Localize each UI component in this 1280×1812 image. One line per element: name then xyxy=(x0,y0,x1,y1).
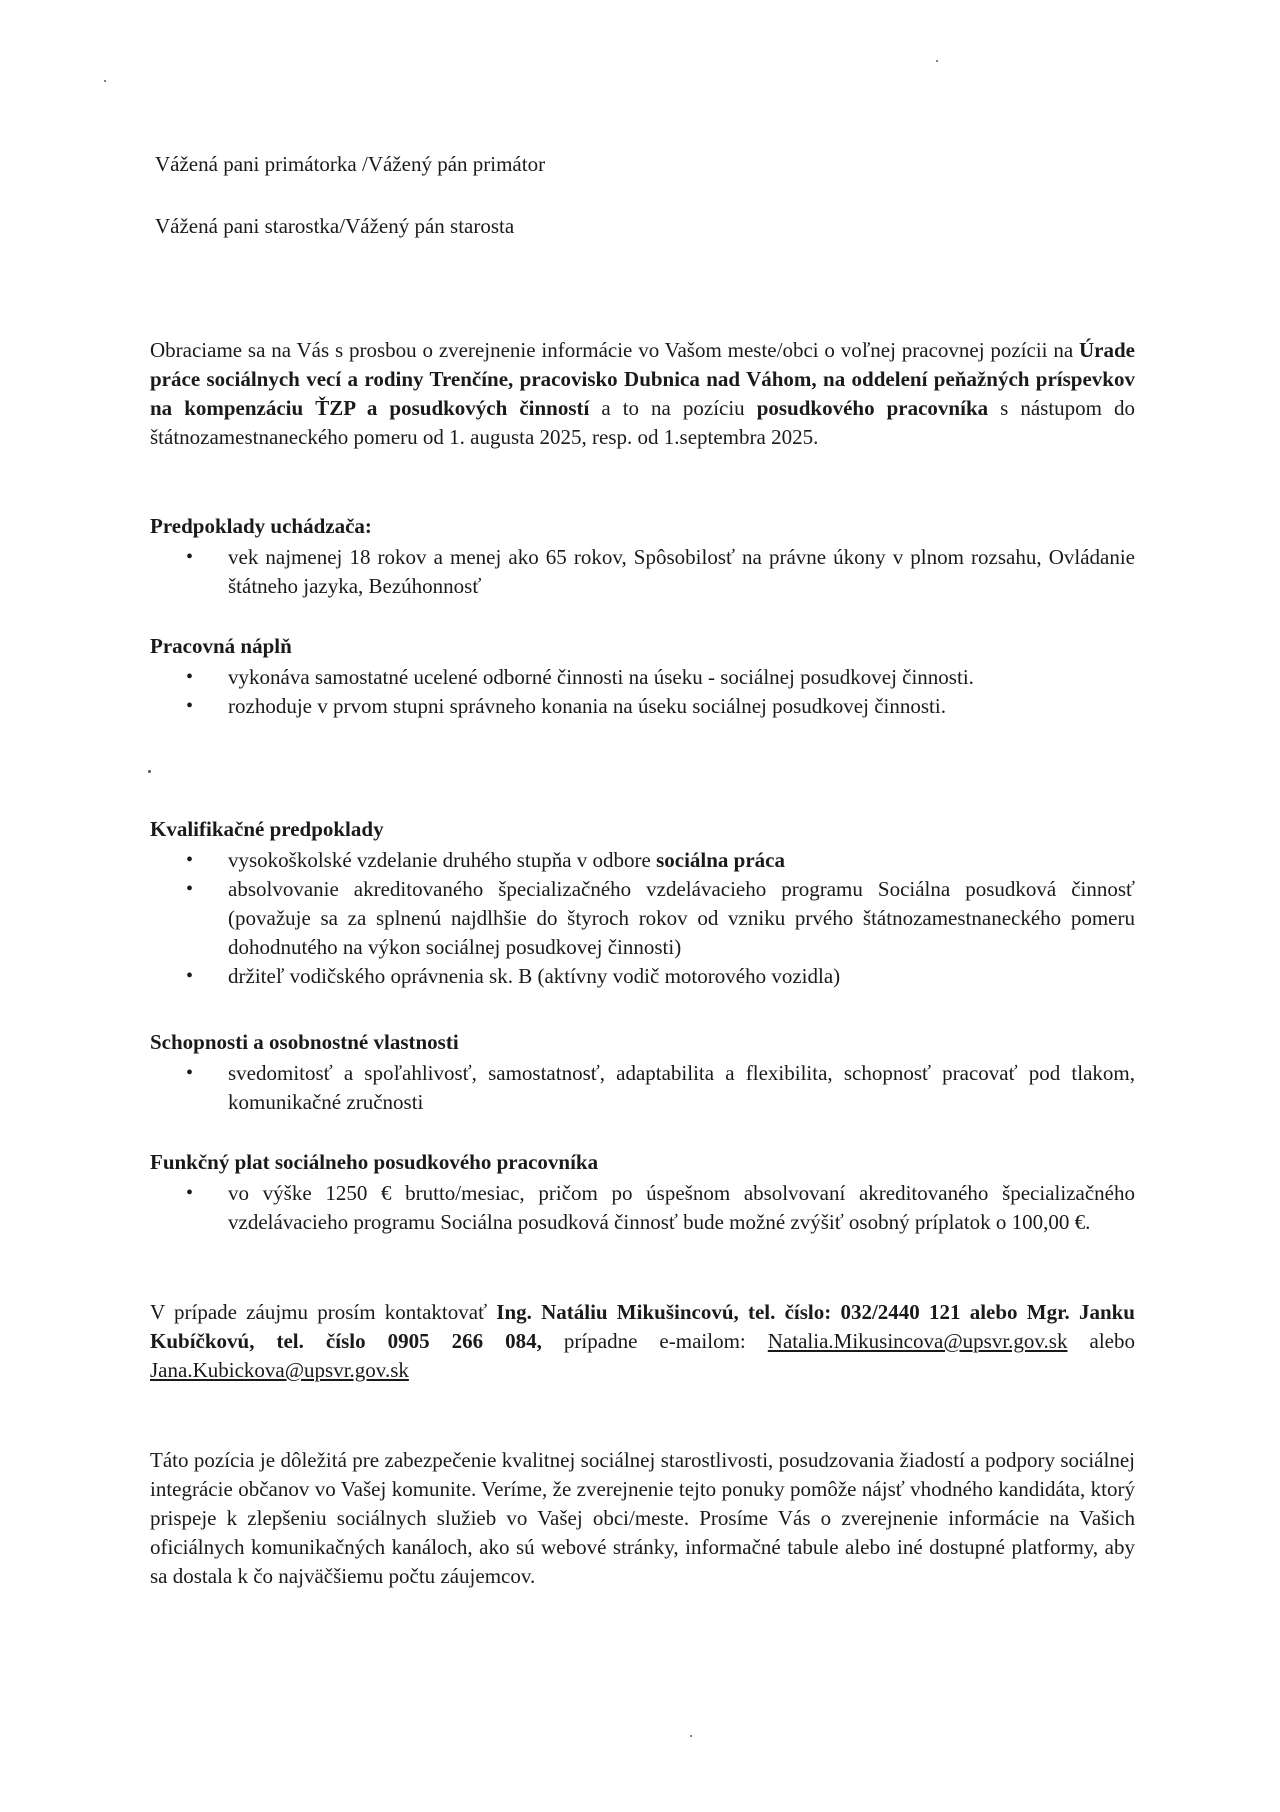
list-item xyxy=(150,875,1135,962)
intro-text-1: Obraciame sa na Vás s prosbou o zverejnenie informácie vo Vašom meste/obci o voľnej pracovnej pozícii na xyxy=(150,338,1079,362)
schopnosti-heading: Schopnosti a osobnostné vlastnosti xyxy=(150,1030,459,1054)
list-item-bold: sociálna práca xyxy=(656,848,786,872)
contact-persons-bold: Ing. Natáliu Mikušincovú, tel. číslo: 032/2440 121 alebo Mgr. Janku Kubíčkovú, tel. číslo 0905 266 084, xyxy=(150,1300,1135,1353)
section-predpoklady xyxy=(150,512,1135,601)
email-link-mikusincova[interactable]: Natalia.Mikusincova@upsvr.gov.sk xyxy=(767,1329,1068,1353)
contact-text-1: V prípade záujmu prosím kontaktovať xyxy=(150,1300,497,1324)
list-item xyxy=(150,1059,1135,1117)
intro-text-3: s nástupom do štátnozamestnaneckého pomeru od 1. augusta 2025, resp. od 1.septembra 2025. xyxy=(150,396,1135,449)
contact-paragraph xyxy=(150,1298,1135,1385)
section-plat xyxy=(150,1148,1135,1237)
intro-paragraph xyxy=(150,336,1135,452)
list-item-text: rozhoduje v prvom stupni správneho konania na úseku sociálnej posudkovej činnosti. xyxy=(228,694,946,718)
list-item-text: absolvovanie akreditovaného špecializačného vzdelávacieho programu Sociálna posudková činnosť (považuje sa za splnenú najdlhšie do štyroch rokov od vzniku prvého štátnozamestnaneckého pomeru dohodnutého na výkon sociálnej posudkovej činnosti) xyxy=(228,877,1135,959)
bullet-icon: • xyxy=(186,695,194,717)
schopnosti-list xyxy=(150,1059,1135,1117)
section-kvalifikacne xyxy=(150,815,1135,991)
bullet-icon: • xyxy=(186,1062,194,1084)
greeting-starosta: Vážená pani starostka/Vážený pán starosta xyxy=(155,214,515,238)
contact-text-2: prípadne e-mailom: xyxy=(541,1329,768,1353)
bullet-icon: • xyxy=(186,666,194,688)
scan-speck xyxy=(936,60,938,62)
predpoklady-heading: Predpoklady uchádzača: xyxy=(150,514,372,538)
bullet-icon: • xyxy=(186,546,194,568)
scan-speck xyxy=(148,770,151,773)
list-item xyxy=(150,846,1135,875)
plat-list xyxy=(150,1179,1135,1237)
closing-paragraph xyxy=(150,1446,1135,1591)
napln-heading: Pracovná náplň xyxy=(150,634,292,658)
email-link-kubickova[interactable]: Jana.Kubickova@upsvr.gov.sk xyxy=(150,1358,409,1382)
list-item xyxy=(150,962,1135,991)
intro-text-2: a to na pozíciu xyxy=(589,396,757,420)
bullet-icon: • xyxy=(186,878,194,900)
list-item xyxy=(150,543,1135,601)
list-item-text: vysokoškolské vzdelanie druhého stupňa v odbore xyxy=(228,848,657,872)
intro-position-bold: posudkového pracovníka xyxy=(756,396,989,420)
contact-text-3: alebo xyxy=(1067,1329,1135,1353)
bullet-icon: • xyxy=(186,965,194,987)
list-item-text: svedomitosť a spoľahlivosť, samostatnosť, adaptabilita a flexibilita, schopnosť pracovať pod tlakom, komunikačné zručnosti xyxy=(228,1061,1135,1114)
list-item-text: vykonáva samostatné ucelené odborné činnosti na úseku - sociálnej posudkovej činnosti. xyxy=(228,665,974,689)
list-item-text: držiteľ vodičského oprávnenia sk. B (aktívny vodič motorového vozidla) xyxy=(228,964,841,988)
kvalifikacne-heading: Kvalifikačné predpoklady xyxy=(150,817,384,841)
bullet-icon: • xyxy=(186,849,194,871)
predpoklady-list xyxy=(150,543,1135,601)
list-item-text: vek najmenej 18 rokov a menej ako 65 rokov, Spôsobilosť na právne úkony v plnom rozsahu, Ovládanie štátneho jazyka, Bezúhonnosť xyxy=(228,545,1135,598)
list-item xyxy=(150,663,1135,692)
scan-speck xyxy=(104,80,106,82)
plat-heading: Funkčný plat sociálneho posudkového pracovníka xyxy=(150,1150,599,1174)
bullet-icon: • xyxy=(186,1182,194,1204)
list-item-text: vo výške 1250 € brutto/mesiac, pričom po úspešnom absolvovaní akreditovaného špecializačného vzdelávacieho programu Sociálna posudková činnosť bude možné zvýšiť osobný príplatok o 100,00 €. xyxy=(228,1181,1135,1234)
intro-office-bold: Úrade práce sociálnych vecí a rodiny Trenčíne, pracovisko Dubnica nad Váhom, na oddelení peňažných príspevkov na kompenzáciu ŤZP a posudkových činností xyxy=(150,338,1135,420)
scan-speck xyxy=(690,1735,692,1737)
list-item xyxy=(150,1179,1135,1237)
section-napln xyxy=(150,632,1135,721)
list-item xyxy=(150,692,1135,721)
napln-list xyxy=(150,663,1135,721)
kvalifikacne-list xyxy=(150,846,1135,991)
greeting-primator: Vážená pani primátorka /Vážený pán primátor xyxy=(155,152,546,176)
closing-text: Táto pozícia je dôležitá pre zabezpečenie kvalitnej sociálnej starostlivosti, posudzovania žiadostí a podpory sociálnej integrácie občanov vo Vašej komunite. Veríme, že zverejnenie tejto ponuky pomôže nájsť vhodného kandidáta, ktorý prispeje k zlepšeniu sociálnych služieb vo Vašej obci/meste. Prosíme Vás o zverejnenie informácie na Vašich oficiálnych komunikačných kanáloch, ako sú webové stránky, informačné tabule alebo iné dostupné platformy, aby sa dostala k čo najväčšiemu počtu záujemcov. xyxy=(150,1448,1135,1588)
section-schopnosti xyxy=(150,1028,1135,1117)
